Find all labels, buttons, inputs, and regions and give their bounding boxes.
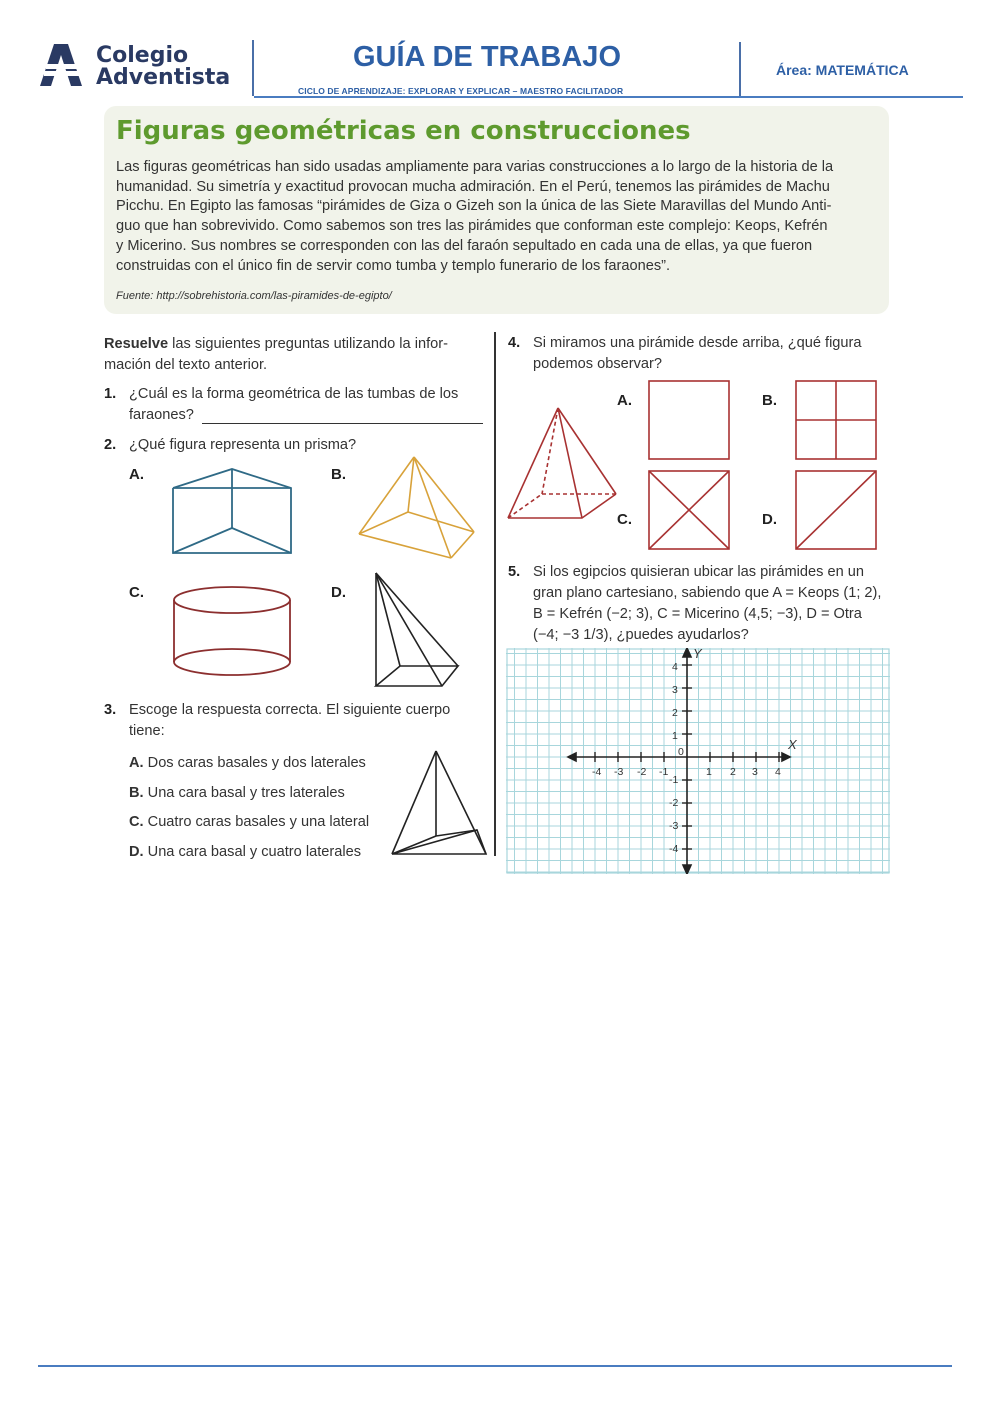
q5-line-3: B = Kefrén (−2; 3), C = Micerino (4,5; −3), D = Otra (533, 606, 862, 622)
q3-option-b-letter: B. (129, 784, 144, 801)
x-tick-label: -4 (592, 766, 602, 778)
q4-option-b[interactable]: B. (762, 392, 777, 409)
q3-line-2: tiene: (129, 723, 165, 739)
q3-option-c[interactable] (129, 808, 369, 838)
pyramid-edge (451, 532, 474, 558)
q2-option-c[interactable]: C. (129, 584, 144, 601)
x-tick-label: -1 (659, 766, 669, 778)
q3-option-b-text: Una cara basal y tres laterales (147, 784, 345, 801)
school-logo (38, 42, 248, 90)
q4-line-2: podemos observar? (533, 356, 662, 372)
instructions-line-1: las siguientes preguntas utilizando la infor- (168, 336, 448, 352)
q2-option-a[interactable]: A. (129, 466, 144, 483)
reading-line: humanidad. Su simetría y exactitud provocan mucha admiración. En el Perú, tenemos las pirámides de Machu (116, 178, 830, 195)
reading-line: guo que han sobrevivido. Como sabemos son tres las pirámides que conforman este complejo: Keops, Kefrén (116, 218, 828, 235)
reading-source: Fuente: http://sobrehistoria.com/las-piramides-de-egipto/ (116, 290, 392, 302)
triangular-prism-figure (170, 466, 295, 558)
q3-text (129, 700, 489, 742)
logo-line-2: Adventista (96, 65, 231, 90)
pyramid-edge (414, 457, 474, 532)
q4-option-d[interactable]: D. (762, 511, 777, 528)
diagonal-square-figure (795, 470, 877, 550)
y-tick-label: -4 (669, 843, 679, 855)
q1-answer-line[interactable] (202, 423, 483, 424)
instructions-line-2: mación del texto anterior. (104, 357, 268, 373)
reading-line: Las figuras geométricas han sido usadas ampliamente para varias construcciones a lo largo de la historia de la (116, 159, 834, 175)
x-axis-label: X (788, 737, 797, 752)
cartesian-plane[interactable] (506, 648, 890, 874)
reading-body (116, 158, 881, 276)
q4-line-1: Si miramos una pirámide desde arriba, ¿qué figura (533, 335, 862, 351)
q5-text (533, 562, 893, 646)
subject-area: Área: MATEMÁTICA (776, 62, 909, 78)
page-title: GUÍA DE TRABAJO (353, 41, 621, 73)
x-tick-label: 1 (706, 766, 712, 778)
q3-options (129, 749, 369, 867)
quartered-square-figure (795, 380, 877, 460)
reading-line: construidas con el único fin de servir como tumba y templo funerario de los faraones”. (116, 257, 671, 274)
q3-option-d[interactable] (129, 838, 369, 868)
x-tick-label: -3 (614, 766, 624, 778)
q3-option-d-text: Una cara basal y cuatro laterales (147, 843, 361, 860)
q3-option-c-letter: C. (129, 814, 144, 830)
q2-text: ¿Qué figura representa un prisma? (129, 437, 357, 453)
y-tick-label: 4 (672, 661, 678, 673)
instructions-bold: Resuelve (104, 336, 169, 352)
origin-label: 0 (678, 746, 684, 758)
q1-text (129, 384, 489, 426)
x-axis-arrow-right (782, 753, 790, 761)
header-divider-left (252, 40, 254, 96)
reading-line: Picchu. En Egipto las famosas “pirámides de Giza o Gizeh son la única de las Siete Maravillas del Mundo Anti- (116, 198, 832, 215)
q3-option-c-text: Cuatro caras basales y una lateral (147, 814, 370, 830)
q3-option-b[interactable] (129, 779, 369, 809)
q4-number: 4. (508, 335, 521, 351)
logo-mark-icon (38, 42, 84, 88)
q4-option-c[interactable]: C. (617, 511, 632, 528)
column-separator (494, 332, 496, 856)
x-tick-label: 3 (752, 766, 758, 778)
y-tick-label: 2 (672, 707, 678, 719)
q5-line-1: Si los egipcios quisieran ubicar las pirámides en un (533, 564, 864, 580)
y-tick-label: -2 (669, 797, 679, 809)
q1-line-1: ¿Cuál es la forma geométrica de las tumbas de los (129, 386, 459, 402)
footer-rule (38, 1365, 952, 1367)
q2-number: 2. (104, 437, 117, 453)
page-subtitle: CICLO DE APRENDIZAJE: EXPLORAR Y EXPLICAR – MAESTRO FACILITADOR (298, 86, 624, 96)
triangular-pyramid-figure (389, 748, 489, 858)
x-axis-arrow-left (568, 753, 576, 761)
logo-line-1: Colegio (96, 43, 189, 68)
y-axis-label: Y (693, 646, 702, 661)
q3-line-1: Escoge la respuesta correcta. El siguiente cuerpo (129, 702, 451, 718)
q5-line-4: (−4; −3 1/3), ¿puedes ayudarlos? (533, 627, 749, 643)
q3-option-d-letter: D. (129, 843, 144, 860)
q5-number: 5. (508, 564, 521, 580)
q5-line-2: gran plano cartesiano, sabiendo que A = Keops (1; 2), (533, 585, 882, 601)
y-tick-label: 3 (672, 684, 678, 696)
reading-line: y Micerino. Sus nombres se corresponden con las del faraón sepultado en cada una de ellas, ya que fueron (116, 237, 813, 254)
y-tick-label: -3 (669, 820, 679, 832)
q2-option-d[interactable]: D. (331, 584, 346, 601)
header-divider-right (739, 42, 741, 98)
x-tick-label: 2 (730, 766, 736, 778)
q4-option-a[interactable]: A. (617, 392, 632, 409)
q1-line-2: faraones? (129, 407, 194, 423)
q4-text (533, 333, 893, 375)
y-tick-label: 1 (672, 730, 678, 742)
header-rule (254, 96, 963, 98)
x-tick-label: -2 (637, 766, 647, 778)
instructions (104, 334, 488, 376)
cylinder-figure (170, 584, 295, 680)
q2-option-b[interactable]: B. (331, 466, 346, 483)
square-view-figure (648, 380, 730, 460)
reading-title: Figuras geométricas en construcciones (116, 116, 691, 146)
crossed-square-figure (648, 470, 730, 550)
q3-number: 3. (104, 702, 117, 718)
red-pyramid-figure (502, 405, 627, 520)
q1-number: 1. (104, 386, 117, 402)
pyramid-edge (359, 534, 451, 558)
square-pyramid-figure (356, 454, 478, 560)
q3-option-a-text: Dos caras basales y dos laterales (147, 755, 366, 771)
x-tick-label: 4 (775, 766, 781, 778)
oblique-pyramid-figure (370, 570, 465, 690)
pyramid-edge (414, 457, 451, 558)
y-tick-label: -1 (669, 774, 679, 786)
reading-panel (104, 106, 889, 314)
q3-option-a[interactable] (129, 749, 369, 779)
q3-option-a-letter: A. (129, 755, 144, 771)
